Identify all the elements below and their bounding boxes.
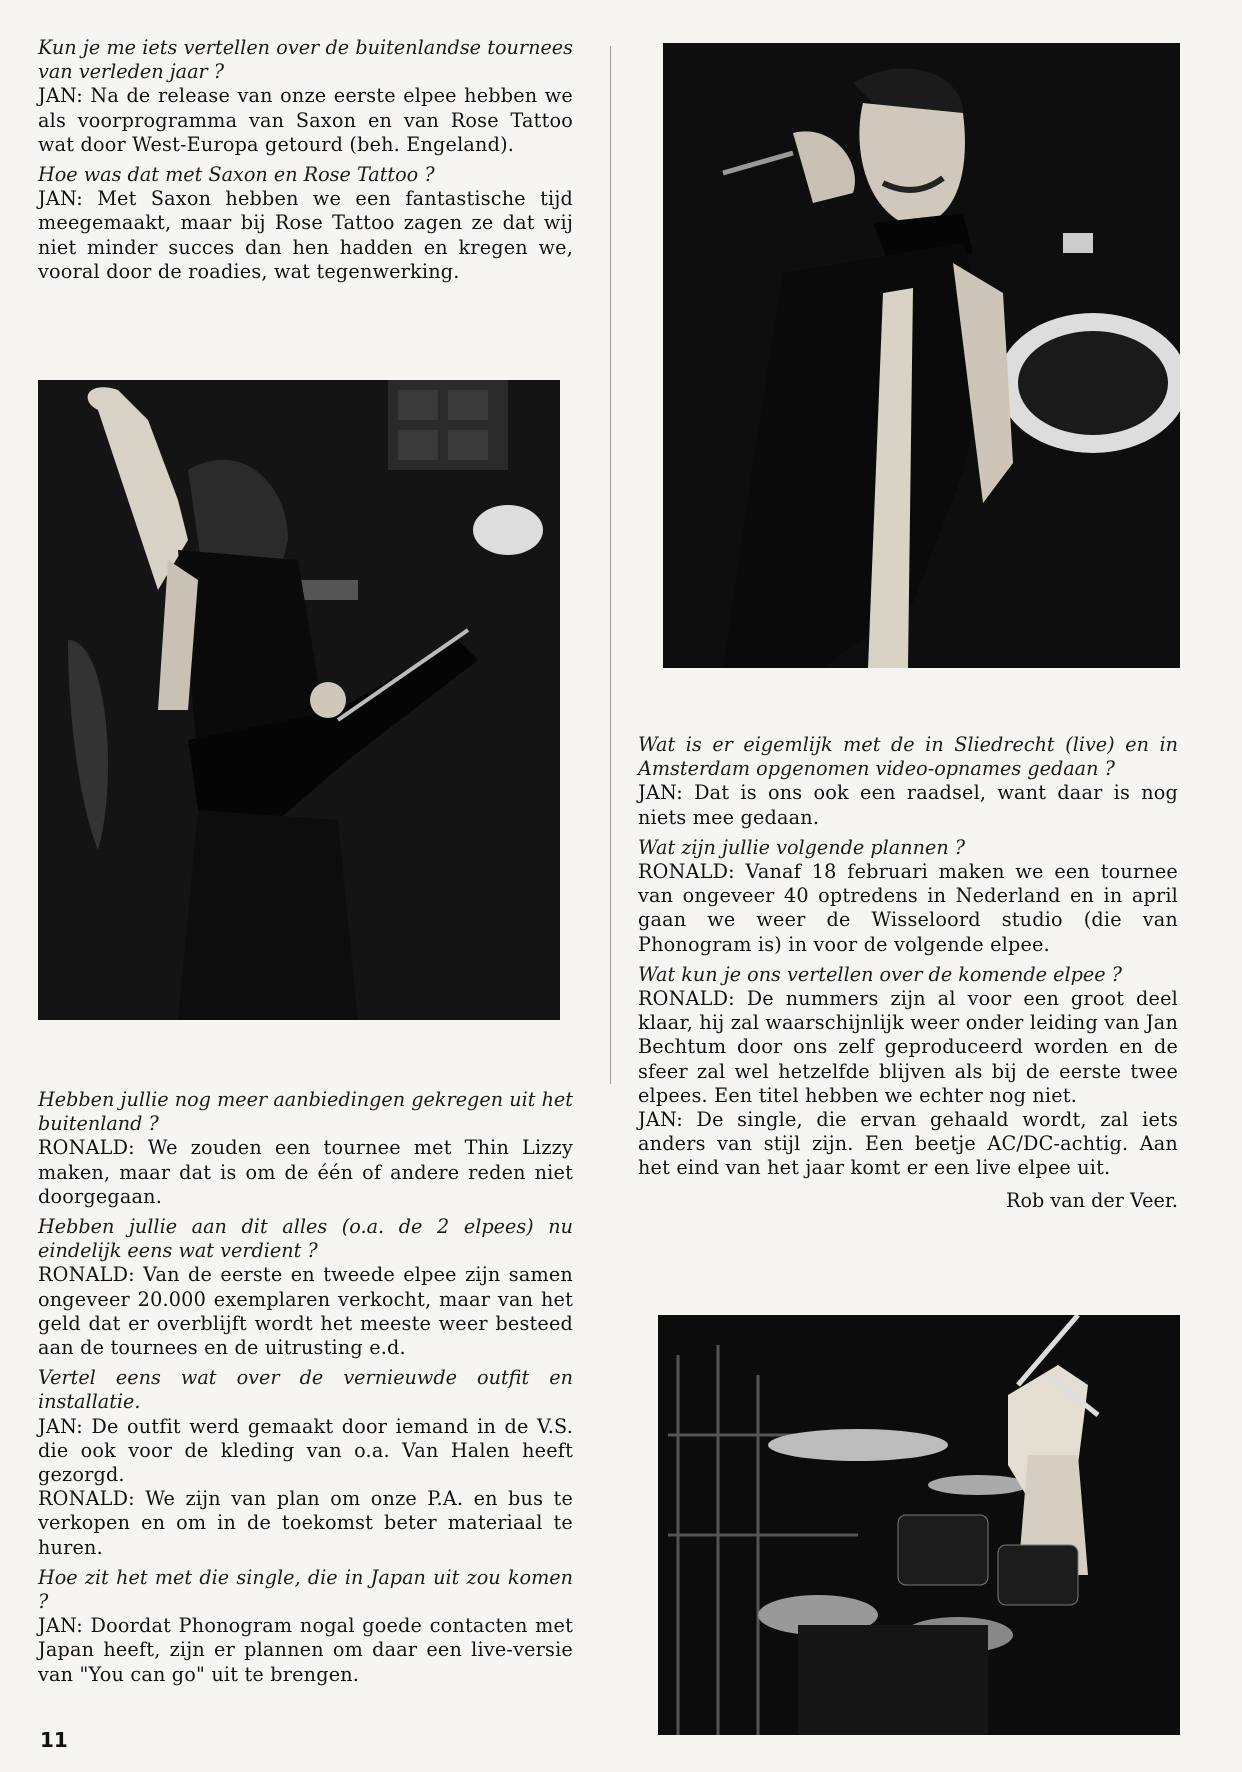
answer: RONALD: De nummers zijn al voor een groot deel klaar, hij zal waarschijnlijk weer onder leiding van Jan Bechtum door ons zelf geproduceerd worden en de sfeer zal wel hetzelfde blijven als bij de eerste twee elpees. Een titel hebben we echter nog niet. bbox=[638, 987, 1178, 1107]
guitarist-photo bbox=[38, 380, 560, 1020]
question: Vertel eens wat over de vernieuwde outfit en installatie. bbox=[38, 1366, 573, 1414]
question: Wat zijn jullie volgende plannen ? bbox=[638, 835, 966, 859]
qa-block bbox=[38, 163, 573, 284]
right-column bbox=[638, 733, 1178, 1213]
answer: JAN: Doordat Phonogram nogal goede contacten met Japan heeft, zijn er plannen om daar een live-versie van "You can go" uit te brengen. bbox=[38, 1614, 573, 1686]
left-column-top bbox=[38, 36, 573, 290]
question: Hebben jullie aan dit alles (o.a. de 2 elpees) nu eindelijk eens wat verdient ? bbox=[38, 1215, 573, 1263]
qa-block bbox=[38, 1366, 573, 1560]
qa-block bbox=[638, 836, 1178, 957]
qa-block bbox=[638, 733, 1178, 830]
answer: RONALD: We zijn van plan om onze P.A. en bus te verkopen en om in de toekomst beter materiaal te huren. bbox=[38, 1487, 573, 1559]
question: Kun je me iets vertellen over de buitenlandse tournees van verleden jaar ? bbox=[38, 36, 573, 84]
question: Hoe was dat met Saxon en Rose Tattoo ? bbox=[38, 163, 435, 187]
singer-photo bbox=[663, 43, 1180, 668]
question: Wat kun je ons vertellen over de komende elpee ? bbox=[638, 962, 1122, 986]
qa-block bbox=[638, 963, 1178, 1181]
answer: JAN: Na de release van onze eerste elpee hebben we als voorprogramma van Saxon en van Rose Tattoo wat door West-Europa getourd (beh. Engeland). bbox=[38, 84, 573, 156]
answer: JAN: De outfit werd gemaakt door iemand in de V.S. die ook voor de kleding van o.a. Van Halen heeft gezorgd. bbox=[38, 1414, 573, 1487]
question: Hebben jullie nog meer aanbiedingen gekregen uit het buitenland ? bbox=[38, 1088, 573, 1136]
answer: RONALD: Vanaf 18 februari maken we een tournee van ongeveer 40 optredens in Nederland en in april gaan we weer de Wisseloord studio (die van Phonogram is) in voor de volgende elpee. bbox=[638, 860, 1178, 956]
answer: RONALD: We zouden een tournee met Thin Lizzy maken, maar dat is om de één of andere reden niet doorgegaan. bbox=[38, 1136, 573, 1208]
column-divider bbox=[610, 46, 611, 1084]
question: Wat is er eigemlijk met de in Sliedrecht (live) en in Amsterdam opgenomen video-opnames gedaan ? bbox=[638, 733, 1178, 781]
left-column-bottom bbox=[38, 1088, 573, 1693]
qa-block bbox=[38, 36, 573, 157]
answer: JAN: Dat is ons ook een raadsel, want daar is nog niets mee gedaan. bbox=[638, 781, 1178, 829]
drummer-photo bbox=[658, 1315, 1180, 1735]
page-number: 11 bbox=[40, 1728, 68, 1752]
answer: JAN: Met Saxon hebben we een fantastische tijd meegemaakt, maar bij Rose Tattoo zagen ze dat wij niet minder succes dan hen hadden en kregen we, vooral door de roadies, wat tegenwerking. bbox=[38, 187, 573, 283]
qa-block bbox=[38, 1088, 573, 1209]
answer: RONALD: Van de eerste en tweede elpee zijn samen ongeveer 20.000 exemplaren verkocht, maar van het geld dat er overblijft wordt het meeste weer besteed aan de tournees en de uitrusting e.d. bbox=[38, 1263, 573, 1360]
answer: JAN: De single, die ervan gehaald wordt, zal iets anders van stijl zijn. Een beetje AC/DC-achtig. Aan het eind van het jaar komt er een live elpee uit. bbox=[638, 1108, 1178, 1180]
question: Hoe zit het met die single, die in Japan uit zou komen ? bbox=[38, 1565, 573, 1614]
qa-block bbox=[38, 1566, 573, 1687]
qa-block bbox=[38, 1215, 573, 1360]
author-signature: Rob van der Veer. bbox=[1006, 1188, 1178, 1212]
